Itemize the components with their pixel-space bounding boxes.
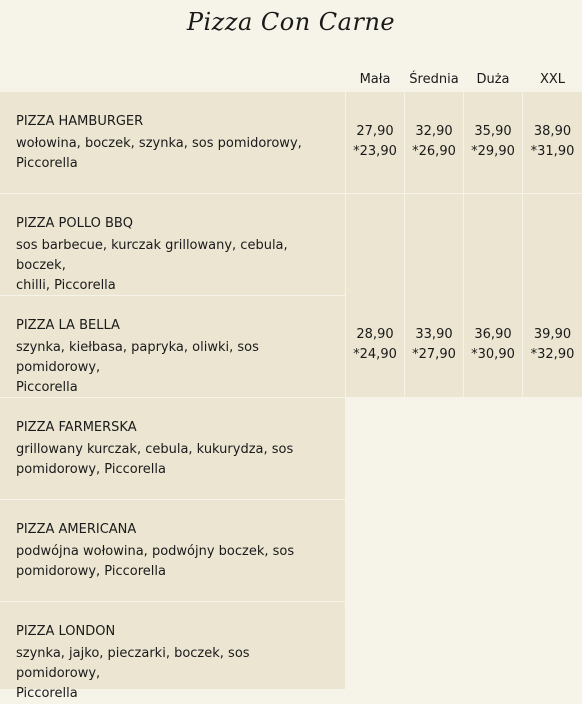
menu-row <box>0 398 345 499</box>
price: 38,90 <box>533 124 572 139</box>
promo-price: *29,90 <box>471 144 515 159</box>
menu-table <box>0 92 582 701</box>
price-column-small <box>346 92 404 689</box>
pizza-name: PIZZA LONDON <box>16 624 116 639</box>
price-group <box>464 92 522 193</box>
pizza-list <box>0 92 345 701</box>
promo-price: *26,90 <box>412 144 456 159</box>
price: 28,90 <box>356 327 394 342</box>
price: 32,90 <box>415 124 453 139</box>
menu-row <box>0 92 345 193</box>
size-header-row <box>0 72 582 92</box>
pizza-name: PIZZA LA BELLA <box>16 318 120 333</box>
page-title: Pizza Con Carne <box>186 8 396 36</box>
pizza-ingredients: szynka, jajko, pieczarki, boczek, sos pomidorowy, Piccorella <box>16 646 250 701</box>
promo-price: *32,90 <box>530 347 575 362</box>
price-group <box>523 92 582 193</box>
price: 33,90 <box>415 327 453 342</box>
price-group <box>523 194 582 397</box>
pizza-ingredients: sos barbecue, kurczak grillowany, cebula, boczek, chilli, Piccorella <box>16 238 288 293</box>
price: 36,90 <box>474 327 512 342</box>
price-column-large <box>464 92 522 689</box>
pizza-name: PIZZA HAMBURGER <box>16 114 144 129</box>
menu-row <box>0 296 345 397</box>
promo-price: *30,90 <box>471 347 515 362</box>
promo-price: *31,90 <box>530 144 575 159</box>
price-group <box>405 92 463 193</box>
price-column-xxl <box>523 92 582 689</box>
price-column-medium <box>405 92 463 689</box>
price: 27,90 <box>356 124 394 139</box>
price-group <box>346 194 404 397</box>
price-group <box>464 194 522 397</box>
menu-row <box>0 500 345 601</box>
pizza-ingredients: grillowany kurczak, cebula, kukurydza, sos pomidorowy, Piccorella <box>16 442 294 477</box>
price-group <box>405 194 463 397</box>
price-group <box>346 92 404 193</box>
pizza-ingredients: podwójna wołowina, podwójny boczek, sos pomidorowy, Piccorella <box>16 544 295 579</box>
menu-row <box>0 194 345 295</box>
size-header-xxl: XXL <box>539 72 566 87</box>
price: 35,90 <box>474 124 512 139</box>
pizza-ingredients: szynka, kiełbasa, papryka, oliwki, sos pomidorowy, Piccorella <box>16 340 259 395</box>
pizza-name: PIZZA AMERICANA <box>16 522 137 537</box>
size-header-large: Duża <box>476 72 510 87</box>
menu-row <box>0 602 345 701</box>
pizza-ingredients: wołowina, boczek, szynka, sos pomidorowy, Piccorella <box>16 136 302 171</box>
pizza-name: PIZZA FARMERSKA <box>16 420 137 435</box>
pizza-name: PIZZA POLLO BBQ <box>16 216 134 231</box>
promo-price: *23,90 <box>353 144 397 159</box>
size-header-medium: Średnia <box>409 72 459 87</box>
price: 39,90 <box>533 327 572 342</box>
promo-price: *24,90 <box>353 347 397 362</box>
size-header-small: Mała <box>359 72 391 87</box>
promo-price: *27,90 <box>412 347 456 362</box>
